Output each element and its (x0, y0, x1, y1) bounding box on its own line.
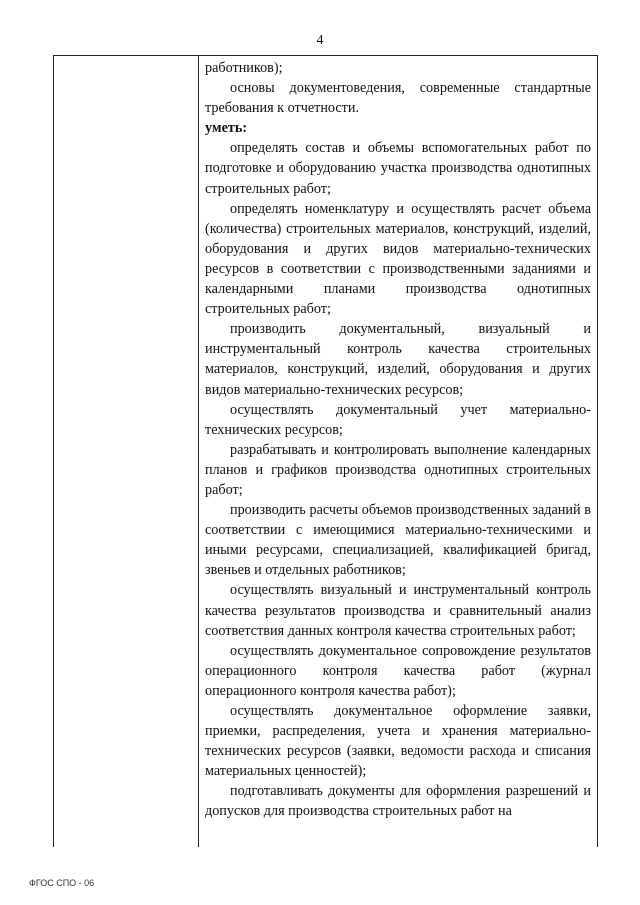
standards-table (53, 55, 598, 847)
paragraph-1: работников); (205, 60, 283, 76)
paragraph-9: осуществлять визуальный и инструментальный контроль качества результатов производства и сравнительный анализ соответствия данных контроля качества строительных работ; (205, 582, 591, 639)
paragraph-2: основы документоведения, современные стандартные требования к отчетности. (205, 80, 591, 117)
paragraph-7: разрабатывать и контролировать выполнение календарных планов и графиков производства однотипных строительных работ; (205, 441, 591, 498)
page-number: 4 (316, 33, 324, 48)
paragraph-4: определять номенклатуру и осуществлять расчет объема (количества) строительных материалов, конструкций, изделий, оборудования и других видов материально-технических ресурсов в соответствии с производственными заданиями и календарными планами производства однотипных строительных работ; (205, 200, 591, 318)
paragraph-3: определять состав и объемы вспомогательных работ по подготовке и оборудованию участка производства однотипных строительных работ; (205, 140, 591, 197)
table-left-column (54, 56, 199, 847)
paragraph-12: подготавливать документы для оформления разрешений и допусков для производства строительных работ на (205, 783, 591, 820)
paragraph-8: производить расчеты объемов производственных заданий в соответствии с имеющимися материально-техническими и иными ресурсами, специализацией, квалификацией бригад, звеньев и отдельных работников; (205, 502, 591, 579)
table-right-column (205, 58, 591, 822)
paragraph-10: осуществлять документальное сопровождение результатов операционного контроля качества работ (журнал операционного контроля качества работ); (205, 642, 591, 699)
paragraph-11: осуществлять документальное оформление заявки, приемки, распределения, учета и хранения материально-технических ресурсов (заявки, ведомости расхода и списания материальных ценностей); (205, 703, 591, 780)
footer-code: ФГОС СПО - 06 (29, 878, 95, 888)
section-heading-umet: уметь: (205, 120, 248, 137)
paragraph-5: производить документальный, визуальный и инструментальный контроль качества строительных материалов, конструкций, изделий, оборудования и других видов материально-технических ресурсов; (205, 321, 591, 398)
paragraph-6: осуществлять документальный учет материально-технических ресурсов; (205, 401, 591, 438)
